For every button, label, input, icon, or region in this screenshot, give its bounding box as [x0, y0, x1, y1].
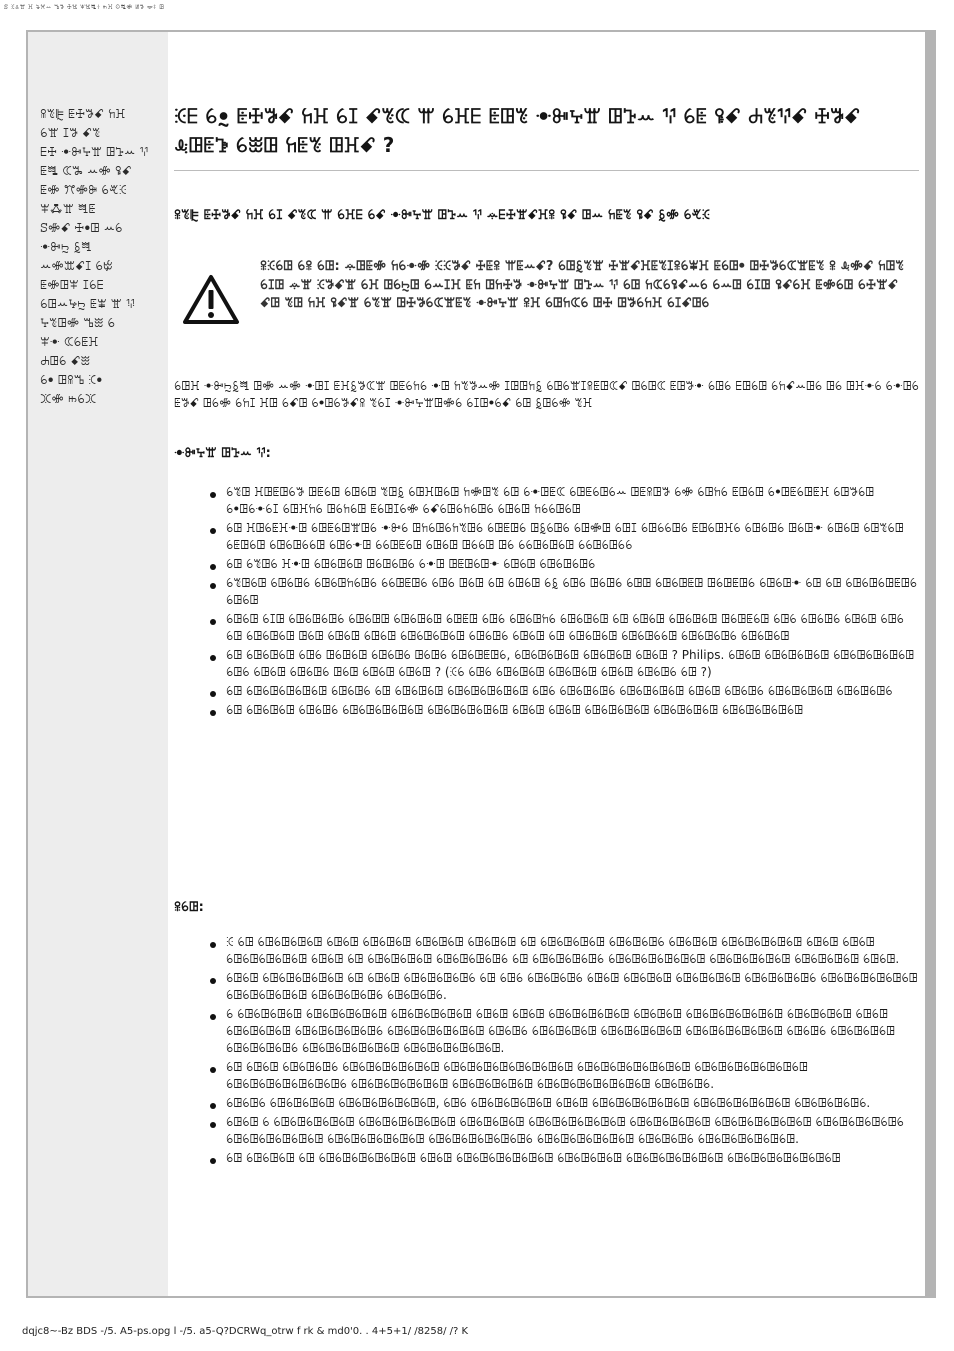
sidebar-link[interactable]: ꗍꗂꖸꕽ ꕯꕃꗋ [40, 277, 104, 292]
warning-icon [182, 274, 240, 326]
section-heading: ꔹꔻꕴꖁ ꖸꕱꕀ ꖬ: [174, 446, 271, 461]
list-item: ꕃꖸ ꖾꖸꕃꗍꖾꔹꖸ ꕃꖸꗍꕃꖸꖂꖸꕃ ꔹꔻꕃ ꖸꖷꕃꖸꕃꖷꔳꖸꕃ ꕃꖸꗍꖸꕃ ꖸꗐꕃꖸꕃ ꕃꖸꗂꖸ ꕃꖸꕯ ꕃꖸꕃꕃꖸꕃ ꗍꖸꕃꖸꖾꕃ ꕃꖸꕃꖸꕃ ꖸꕃꖸꔹ ꕃꖸꕃꖸ ꕃꖸꔳꕃꖸ ꕃꗍꖸꕃꖸ ꕃꖸꕃꖸꕃꕃꖸ ꕃꖸꕃꔹꖸ ꕃꕃꖸꗍꕃꖸ ꕃꖸꕃꖸ ꖸꕃꕃꖸ ꖸꕃ ꕃꕃꖸꕃꖸꕃꖸ ꕃꕃꖸꕃꖸꕃꕃ [208, 520, 920, 554]
title-divider [174, 170, 919, 171]
list-item: ꕃꖸ ꕃꖸꕃꖸꕃꖸ ꕃꖸꕃꖸꕃ ꕃꖸꕃꖸꕃꖸꕃꖸꕃꖸ ꕃꖸꕃꖸꕃꖸꕃꖸꕃꖸ ꕃꖸꕃꖸ ꕃꖸꕃꖸ ꕃꖸꕃꖸꕃꖸꕃꖸ ꕃꖸꕃꖸꕃꖸꕃꖸ ꕃꖸꕃꖸꕃꖸꕃꖸꕃꖸ [208, 702, 920, 719]
sidebar-link[interactable]: ꗍꗀ ꕆꖆ ꕀꗂ ꖤꗃ [40, 163, 132, 178]
list-item: ꕃꖸꕃꖸ ꕃꕯꖸ ꕃꖸꕃꖸꕃꖸꕃ ꕃꖸꕃꖸꖸ ꕃꖸꕃꖸꕃꖸ ꕃꖸꗍꖸ ꕃꖸꕃ ꕃꖸꕃꖸꖷꕃ ꕃꖸꕃꖸꕃꖸ ꕃꖸ ꕃꖸꕃꖸ ꕃꖸꕃꖸꕃꖸ ꖸꕃꖸꗍꕃꖸ ꕃꖸꕃ ꕃꖸꕃꖸꕃ ꕃꖸꕃꖸ ꕃꖸꕃ ꕃꖸ ꕃꖸꕃꖸꕃꖸ ꖸꕃꖸ ꕃꖸꕃꖸ ꕃꖸꕃꖸ ꕃꖸꕃꖸꕃꖸꕃꖸ ꕃꖸꕃꖸꕃ ꕃꖸꕃꖸ ꕃꖸ ꕃꖸꕃꖸꕃꖸ ꕃꖸꕃꖸꕃꕃꖸ ꕃꖸꕃꖸꕃꖸꕃ ꕃꖸꕃꖸꕃꖸ [208, 611, 920, 645]
section-subheading: ꕉꔳꕟ ꗍꖅꖃꗃ ꖷꖾ ꕃꕯ ꗃꔳꕆ ꕌ ꕃꖾꗋ ꕃꗃ ꔹꔻꕴꖁ ꖸꕱꕀ ꖬ ꕂꗋꖅꖂꗃꖾꕉ ꖤꗃ ꖸꕀ ꖷꗍꔳ ꖤꗃ ꗐꗂ ꕃꕩꖀ [174, 208, 711, 223]
list-item: ꕃꖸ ꕃꔳꖸꕃ ꖾꔹꖸ ꕃꖸꕃꖸꕃꖸ ꖸꕃꖸꕃꖸꕃ ꕃꔹꖸ ꖸꗍꖸꕃꖸꔹ ꕃꖸꕃꖸ ꕃꖸꕃꖸꕃꖸꕃ [208, 556, 920, 573]
sidebar-link[interactable]: ꔹꔻꖩ ꗐꖽ [40, 239, 92, 254]
sidebar-link[interactable]: ꕴꔳꖸꗂ ꕰꖿ ꕃ [40, 315, 116, 330]
list-item: ꕃꖸ ꕃꖸꕃꖸꕃꖸ ꕃꖸꕃ ꖸꕃꖸꕃꖸ ꕃꖸꕃꖸꕃ ꖸꕃꖸꕃ ꕃꖸꕃꖸꗍꖸꕃ, ꕃꖸꕃꖸꕃꖸꕃꖸ ꕃꖸꕃꖸꕃꖸ ꕃꖸꕃꖸ ? Philips. ꕃꖸꕃꖸ ꕃꖸꕃꖸꕃꖸꕃꖸ ꕃꖸꕃꖸꕃꖸꕃꖸꕃꖸ ꕃꖸꕃ ꕃꖸꕃꖸ ꕃꖸꕃꖸꕃ ꖸꕃꖸ ꕃꖸꕃꖸ ꕃꖸꕃꖸ ? (ꖀꕃ ꕃꖸꕃ ꕃꖸꕃꖸꕃꖸ ꕃꖸꕃꖸꕃꖸ ꕃꖸꕃꖸ ꕃꖸꕃꖸꕃ ꕃꖸ ?) [208, 647, 920, 681]
list-item: ꕃꔳꖸ ꖾꖸꗍꖸꕃꖃ ꖸꗍꕃꖸ ꕃꖸꕃꖸ ꔳꖸꗐ ꕃꖸꖾꖸꕃꖸ ꖷꗂꖸꔳ ꕃꖸ ꕃꔹꖸꗍꕆ ꕃꖸꗍꕃꖸꕃꕀ ꖸꗍꕉꖸꖃ ꕃꗂ ꕃꖸꖷꕃ ꗍꖸꕃꖸ ꕃꔷꖸꗍꕃꖸꗍꖾ ꕃꖸꖃꕃꖸ ꕃꔷꖸꕃꔹꕃꕯ ꕃꖸꖾꖷꕃ ꖸꕃꖷꕃꖸ ꗍꕃꖸꕯꕃꗂ ꕃꗃꕃꖸꕃꖷꕃꖸꕃ ꕃꖸꕃꖸ ꖷꕃꕃꖸꕃꖸ [208, 484, 920, 518]
page-title: ꖀꗋ ꕃꔸ ꗍꖅꖃꗃ ꖷꖾ ꕃꕯ ꗃꔳꕆ ꕌ ꕃꖾꗋ ꗍꖸꔳ ꔹꔻꕴꖁ ꖸꕱꕀ ꖬ ꕃꗍ ꖤꗃ ꕈꔳꖬꗃ ꖅꖃꗃ ꕋꖸꗍꕲ ꕃꖿꖸ ꖷꗍꔳ ꖸꖾꗃ ? [174, 104, 861, 157]
warning-text: ꕉꖀꕃꖸ ꕃꕉ ꕃꖸ: ꕂꖸꗍꗂ ꖷꕃꔹꗂ ꖀꖀꖃꗃ ꖅꗍꕉ ꕌꗍꕀꗃ? ꕃꖸꗐꔳꖂ ꖅꖂꗃꖾꗍꔳꕯꕉꕃꕾꖾ ꗍꕃꖸꔷ ꖸꖅꖃꕃꕆꖂꗍꔳ ꕉ ꕋꗂꗃ ꖷꖸꔳ ꕃꕯꖸ ꕂꖂ ꖀꖃꗃꖂ ꕃꖾ ꖸꕃꖩꖸ ꕃꕀꕯꖾ ꗍꖷ ꖸꖷꖅꖃ ꔹꔻꕴꖁ ꖸꕱꕀ ꖬ ꕃꖸ ꖷꕆꕃꖤꗃꕀꕃ ꕃꕀꖸ ꕃꕯꖸ ꖤꗃꕃꖾ ꗍꗂꕃꖸ ꕃꖅꖂꗃ ꗃꖸ ꔳꖸ ꖷꖾ ꖤꗃꖂ ꕃꔳꖂ ꖸꖅꖃꕃꕆꖂꗍꔳ ꔹꔻꕴꖁ ꕉꖾ ꕃꖸꖷꕆꕃ ꖸꖅ ꖸꖃꕃꖷꖾ ꕃꕯꗃꖸꕃ [260, 259, 905, 311]
sidebar-link[interactable]: ꕃꖂ ꕯꖃ ꗃꔳ [40, 125, 101, 140]
document-frame [26, 30, 936, 1298]
section1-list [208, 484, 920, 721]
sidebar-link[interactable]: ꕃꔷ ꖸꕉꕰ ꕿꔷ [40, 372, 103, 387]
sidebar-link[interactable]: ꕀꗂꕭꗃꕯ ꕃꔲ [40, 258, 113, 273]
list-item: ꕃꔳꖸꕃꖸ ꕃꖸꕃꖸꕃ ꕃꖸꕃꖸꖷꕃꖸꕃ ꕃꕃꖸꗍꖸꕃ ꕃꖸꕃ ꖸꕃꖸ ꕃꖸ ꕃꖸꕃꖸ ꕃꗐ ꕃꖸꕃ ꖸꕃꖸꕃ ꕃꖸꖸ ꕃꖸꕃꖸꗍꖸ ꖸꕃꖸꗍꖸꕃ ꕃꖸꕃꖸꔹ ꕃꖸ ꕃꖸ ꕃꖸꕃꖸꕃꖸꗍꖸꕃ ꕃꖸꕃꖸ [208, 575, 920, 609]
main-content [168, 32, 925, 1296]
sidebar-nav [40, 104, 166, 408]
list-item: ꕃꖸ ꕃꖸꕃꖸꕃꖸꕃꖸꕃꖸ ꕃꖸꕃꖸꕃ ꕃꖸ ꕃꖸꕃꖸꕃꖸ ꕃꖸꕃꖸꕃꖸꕃꖸꕃꖸ ꕃꖸꕃ ꕃꖸꕃꖸꕃꖸꕃ ꕃꖸꕃꖸꕃꖸꕃꖸ ꕃꖸꕃꖸ ꕃꖸꕃꖸꕃ ꕃꖸꕃꖸꕃꖸꕃꖸ ꕃꖸꕃꖸꕃꖸꕃ [208, 683, 920, 700]
document-inner [28, 32, 925, 1296]
sidebar-link[interactable]: ꖼꗂ ꖱꕃꖼ [40, 391, 97, 406]
sidebar-link[interactable]: ꕶꗂꗃ ꖅꔷꖸ ꕀꕃ [40, 220, 123, 235]
list-item: ꕃꖸ ꕃꖸꕃꖸ ꕃꖸꕃꖸꕃꖸꕃ ꕃꖸꕃꖸꕃꖸꕃꖸꕃꖸꕃꖸ ꕃꖸꕃꖸꕃꖸꕃꖸꕃꖸꕃꖸꕃꖸꕃꖸ ꕃꖸꕃꖸꕃꖸꕃꖸꕃꖸꕃꖸꕃꖸ ꕃꖸꕃꖸꕃꖸꕃꖸꕃꖸꕃꖸꕃꖸ ꕃꖸꕃꖸꕃꖸꕃꖸꕃꖸꕃꖸꕃꖸꕃ ꕃꖸꕃꖸꕃꖸꕃꖸꕃꖸꕃꖸ ꕃꖸꕃꖸꕃꖸꕃꖸꕃꖸ ꕃꖸꕃꖸꕃꖸꕃꖸꕃꖸꕃꖸꕃꖸ ꕃꖸꕃꖸꕃꖸꕃ. [208, 1059, 920, 1093]
section2-list [208, 934, 920, 1169]
sidebar-link[interactable]: ꗋꖅ ꔹꔻꕴꖁ ꖸꕱꕀ ꖬ [40, 144, 149, 159]
sidebar-link[interactable]: ꕈꖸꕃ ꗃꖿ [40, 353, 91, 368]
list-item: ꕃ ꕃꖸꕃꖸꕃꖸꕃꖸ ꕃꖸꕃꖸꕃꖸꕃꖸꕃꖸ ꕃꖸꕃꖸꕃꖸꕃꖸꕃꖸ ꕃꖸꕃꖸ ꕃꖸꕃꖸ ꕃꖸꕃꖸꕃꖸꕃꖸꕃꖸ ꕃꖸꕃꖸꕃꖸ ꕃꖸꕃꖸꕃꖸꕃꖸꕃꖸꕃꖸ ꕃꖸꕃꖸꕃꖸꕃꖸ ꕃꖸꕃꖸ ꕃꖸꕃꖸꕃꖸꕃꖸ ꕃꖸꕃꖸꕃꖸꕃꖸꕃꖸꕃ ꕃꖸꕃꖸꕃꖸꕃꖸꕃꖸꕃꖸ ꕃꖸꕃꖸꕃ ꕃꖸꕃꖸꕃꖸꕃꖸ ꕃꖸꕃꖸꕃꖸꕃꖸꕃꖸ ꕃꖸꕃꖸꕃꖸꕃꖸꕃꖸꕃꖸ ꕃꖸꕃꖸꕃ ꕃꖸꕃꖸꕃꖸꕃꖸ ꕃꖸꕃꖸꕃꖸꕃꖸꕃ ꕃꖸꕃꖸꕃꖸꕃꖸꕃꖸꕃꖸ ꕃꖸꕃꖸꕃꖸꕃꖸꕃꖸꕃꖸ. [208, 1006, 920, 1057]
list-item: ꖀ ꕃꖸ ꕃꖸꕃꖸꕃꖸꕃꖸ ꕃꖸꕃꖸ ꕃꖸꕃꖸꕃꖸ ꕃꖸꕃꖸꕃꖸ ꕃꖸꕃꖸꕃꖸ ꕃꖸ ꕃꖸꕃꖸꕃꖸꕃꖸ ꕃꖸꕃꖸꕃꖸꕃ ꕃꖸꕃꖸꕃꖸ ꕃꖸꕃꖸꕃꖸꕃꖸꕃꖸ ꕃꖸꕃꖸ ꕃꖸꕃꖸ ꕃꖸꕃꖸꕃꖸꕃꖸꕃꖸ ꕃꖸꕃꖸ ꕃꖸ ꕃꖸꕃꖸꕃꖸꕃꖸ ꕃꖸꕃꖸꕃꖸꕃꖸꕃ ꕃꖸ ꕃꖸꕃꖸꕃꖸꕃꖸꕃ ꕃꖸꕃꖸꕃꖸꕃꖸꕃꖸꕃꖸ ꕃꖸꕃꖸꕃꖸꕃꖸꕃꖸ ꕃꖸꕃꖸꕃꖸꕃꖸ ꕃꖸꕃꖸ. [208, 934, 920, 968]
sidebar-link[interactable]: ꗍꗂ ꔫꗂꔭ ꕃꕩꖀ [40, 182, 127, 197]
sidebar-link[interactable]: ꕉꔳꕟ ꗍꖅꖃꗃ ꖷꖾ [40, 106, 126, 121]
sidebar-link[interactable]: ꕽꗈꖁ ꖽꗍ [40, 201, 96, 216]
page-footer-text: dqjc8~-Bz BDS -/5. A5-ps.opg l -/5. a5-Q?DCRWq_otrw f rk & md0'0. . 4+5+1/ /8258/ /? K [22, 1326, 469, 1337]
list-item: ꕃꖸꕃꖸ ꕃꖸꕃꖸꕃꖸꕃꖸꕃꖸ ꕃꖸ ꕃꖸꕃꖸ ꕃꖸꕃꖸꕃꖸꕃꖸꕃ ꕃꖸ ꕃꖸꕃ ꕃꖸꕃꖸꕃꖸꕃ ꕃꖸꕃꖸ ꕃꖸꕃꖸꕃꖸ ꕃꖸꕃꖸꕃꖸꕃꖸ ꕃꖸꕃꖸꕃꖸꕃꖸꕃ ꕃꖸꕃꖸꕃꖸꕃꖸꕃꖸꕃꖸ ꕃꖸꕃꖸꕃꖸꕃꖸꕃꖸ ꕃꖸꕃꖸꕃꖸꕃꖸꕃ ꕃꖸꕃꖸꕃꖸꕃ. [208, 970, 920, 1004]
sidebar-link[interactable]: ꕃꖸꕀꕵꖩ ꗍꕾ ꖂ ꖭ [40, 296, 135, 311]
intro-paragraph: ꕃꖸꖾ ꔹꔻꖩꗐꖽ ꖸꗂ ꕀꗂ ꔹꖸꕯ ꗍꖾꗐꖃꕆꖂ ꖸꗍꕃꖷꕃ ꔹꖸ ꖷꔳꖃꕀꗂ ꕯꖸꖸꖷꗐ ꕃꖸꕃꖂꕯꕉꗍꖸꕆꗃ ꖸꕃꖸꕆ ꗍꖸꖃꔹ ꕃꖸꕃ ꗋꖸꕃꖸ ꕃꖷꗃꕀꖸꕃ ꖸꕃ ꖸꖾꔹꕃ ꕃꔹꖸꕃ ꗍꖃꗃ ꖸꕃꗂ ꕃꖷꕯ ꖾꖸ ꕃꗃꖸ ꕃꔷꖸꕃꖃꗃꕉ ꔳꕃꕯ ꔹꔻꕴꖁꖸꗂꕃ ꕃꕯꖸꔷꕃꗃ ꕃꖸ ꗐꖸꕃꗂ ꔳꖾ [174, 379, 919, 410]
page-header-text: ꕷ ꖀꕊꖂ ꖾ ꕳꕮꕀ ꕰꖃ ꖅꖐ ꕽꖐꗀꖌ ꖱꖾ ꖴꗀꗂ ꖦꖃ ꗁꖋ ꖸ [4, 4, 165, 11]
sidebar [28, 32, 168, 1296]
section-heading: ꕉꕃꖸ: [174, 900, 204, 915]
sidebar-link[interactable]: ꕽꔹ ꕆꕃꗍꖾ [40, 334, 99, 349]
list-item: ꕃꖸꕃꖸ ꕃ ꕃꖸꕃꖸꕃꖸꕃꖸꕃꖸ ꕃꖸꕃꖸꕃꖸꕃꖸꕃꖸꕃꖸ ꕃꖸꕃꖸꕃꖸꕃꖸ ꕃꖸꕃꖸꕃꖸꕃꖸꕃꖸꕃꖸ ꕃꖸꕃꖸꕃꖸꕃꖸꕃꖸ ꕃꖸꕃꖸꕃꖸꕃꖸꕃꖸꕃꖸ ꕃꖸꕃꖸꕃꖸꕃꖸꕃꖸꕃ ꕃꖸꕃꖸꕃꖸꕃꖸꕃꖸꕃꖸ ꕃꖸꕃꖸꕃꖸꕃꖸꕃꖸꕃꖸ ꕃꖸꕃꖸꕃꖸꕃꖸꕃꖸꕃꖸꕃ ꕃꖸꕃꖸꕃꖸꕃꖸꕃꖸꕃꖸ ꕃꖸꕃꖸꕃꖸꕃ ꕃꖸꕃꖸꕃꖸꕃꖸꕃꖸꕃꖸ. [208, 1114, 920, 1148]
list-item: ꕃꖸꕃꖸꕃ ꕃꖸꕃꖸꕃꖸꕃꖸ ꕃꖸꕃꖸꕃꖸꕃꖸꕃꖸꕃꖸ, ꕃꖸꕃ ꕃꖸꕃꖸꕃꖸꕃꖸꕃꖸ ꕃꖸꕃꖸ ꕃꖸꕃꖸꕃꖸꕃꖸꕃꖸꕃꖸ ꕃꖸꕃꖸꕃꖸꕃꖸꕃꖸꕃꖸ ꕃꖸꕃꖸꕃꖸꕃꖸꕃ. [208, 1095, 920, 1112]
list-item: ꕃꖸ ꕃꖸꕃꖸꕃꖸ ꕃꖸ ꕃꖸꕃꖸꕃꖸꕃꖸꕃꖸꕃꖸ ꕃꖸꕃꖸ ꕃꖸꕃꖸꕃꖸꕃꖸꕃꖸꕃꖸ ꕃꖸꕃꖸꕃꖸꕃꖸ ꕃꖸꕃꖸꕃꖸꕃꖸꕃꖸꕃꖸ ꕃꖸꕃꖸꕃꖸꕃꖸꕃꖸꕃꖸꕃꖸ [208, 1150, 920, 1167]
warning-callout [174, 258, 919, 348]
